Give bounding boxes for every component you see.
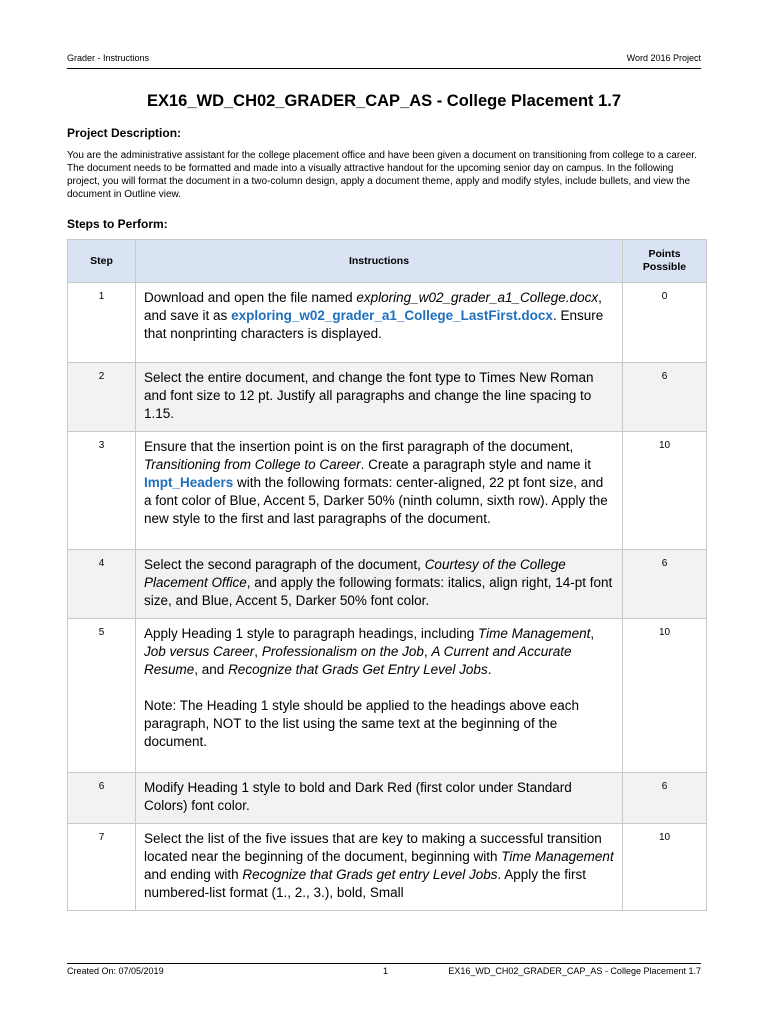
table-row [68,773,707,824]
table-row [68,824,707,911]
step-instruction [136,432,623,550]
column-header-points: Points Possible [623,240,707,283]
instruction-text: Select the second paragraph of the document, [144,557,425,572]
step-points: 6 [623,773,707,824]
instruction-text: , [423,644,432,659]
instruction-text: , and apply the following formats: italics, align right, 14-pt font size, and Blue, Accent 5, Darker 50% font color. [144,575,613,608]
footer-created-date: Created On: 07/05/2019 [67,966,164,976]
instruction-italic: Courtesy of the College Placement Office [144,557,566,590]
instruction-italic: Recognize that Grads Get Entry Level Jobs [228,662,488,677]
instruction-italic: Recognize that Grads get entry Level Jobs [242,867,498,882]
table-row [68,432,707,550]
step-instruction [136,619,623,773]
instruction-text: Select the list of the five issues that are key to making a successful transition located near the beginning of the document, beginning with [144,831,602,864]
instruction-italic: Time Management [477,626,591,641]
step-points: 0 [623,283,707,363]
step-points: 10 [623,432,707,550]
step-points: 10 [623,824,707,911]
header-left: Grader - Instructions [67,53,150,63]
instruction-text: with the following formats: center-aligned, 22 pt font size, and a font color of Blue, Accent 5, Darker 50% (ninth column, sixth row). Apply the new style to the first and last paragraphs of the document. [144,475,608,526]
instruction-italic: A Current and Accurate Resume [144,644,572,677]
instruction-italic: exploring_w02_grader_a1_College.docx [356,290,599,305]
step-number: 7 [68,824,136,911]
step-instruction [136,824,623,911]
step-points: 6 [623,363,707,432]
footer-page-number: 1 [383,966,389,976]
instruction-text: , [590,626,595,641]
footer-document-name: EX16_WD_CH02_GRADER_CAP_AS - College Placement 1.7 [448,966,701,976]
instruction-text: . Ensure that nonprinting characters is displayed. [144,308,604,341]
step-number: 3 [68,432,136,550]
instruction-text: , and [194,662,229,677]
footer-divider [67,963,701,964]
step-points: 10 [623,619,707,773]
step-instruction [136,283,623,363]
column-header-step: Step [68,240,136,283]
table-row [68,550,707,619]
table-header-row [68,240,707,283]
instruction-note: Note: The Heading 1 style should be applied to the headings above each paragraph, NOT to the list using the same text at the beginning of the document. [144,698,580,749]
step-number: 2 [68,363,136,432]
instruction-text: and ending with [144,867,243,882]
step-instruction: Select the entire document, and change the font type to Times New Roman and font size to 12 pt. Justify all paragraphs and change the line spacing to 1.15. [136,363,623,432]
table-row [68,283,707,363]
table-row [68,619,707,773]
header-divider [67,68,701,69]
column-header-instructions: Instructions [136,240,623,283]
instruction-text: . Apply the first numbered-list format (1., 2., 3.), bold, Small [144,867,587,900]
instruction-text: Download and open the file named [144,290,357,305]
instruction-text: . Create a paragraph style and name it [360,457,591,472]
instruction-style-name: Impt_Headers [144,475,234,490]
table-row [68,363,707,432]
step-number: 5 [68,619,136,773]
steps-table [67,239,707,911]
instruction-italic: Transitioning from College to Career [144,457,361,472]
step-number: 6 [68,773,136,824]
document-title: EX16_WD_CH02_GRADER_CAP_AS - College Placement 1.7 [146,92,622,110]
instruction-italic: Time Management [501,849,614,864]
header-right: Word 2016 Project [626,53,701,63]
steps-heading: Steps to Perform: [67,217,168,231]
step-instruction: Modify Heading 1 style to bold and Dark Red (first color under Standard Colors) font color. [136,773,623,824]
project-description-heading: Project Description: [67,126,182,140]
instruction-text: . [487,662,492,677]
instruction-text: Apply Heading 1 style to paragraph headings, including [144,626,478,641]
step-instruction [136,550,623,619]
instruction-italic: Job versus Career [144,644,255,659]
instruction-filename: exploring_w02_grader_a1_College_LastFirst.docx [231,308,553,323]
instruction-text: , [254,644,262,659]
instruction-text: Ensure that the insertion point is on the first paragraph of the document, [144,439,574,454]
project-description-text: You are the administrative assistant for the college placement office and have been given a document on transitioning from college to a career. The document needs to be formatted and made into a visually attractive handout for the upcoming senior day on campus. In the following project, you will format the document in a two-column design, apply a document theme, apply and modify styles, include bullets, and view the document in Outline view. [67,150,697,200]
instruction-text: , and save it as [144,290,602,323]
step-number: 4 [68,550,136,619]
page-header [67,53,701,67]
step-points: 6 [623,550,707,619]
instruction-paragraph [144,625,614,679]
instruction-italic: Professionalism on the Job [261,644,424,659]
step-number: 1 [68,283,136,363]
